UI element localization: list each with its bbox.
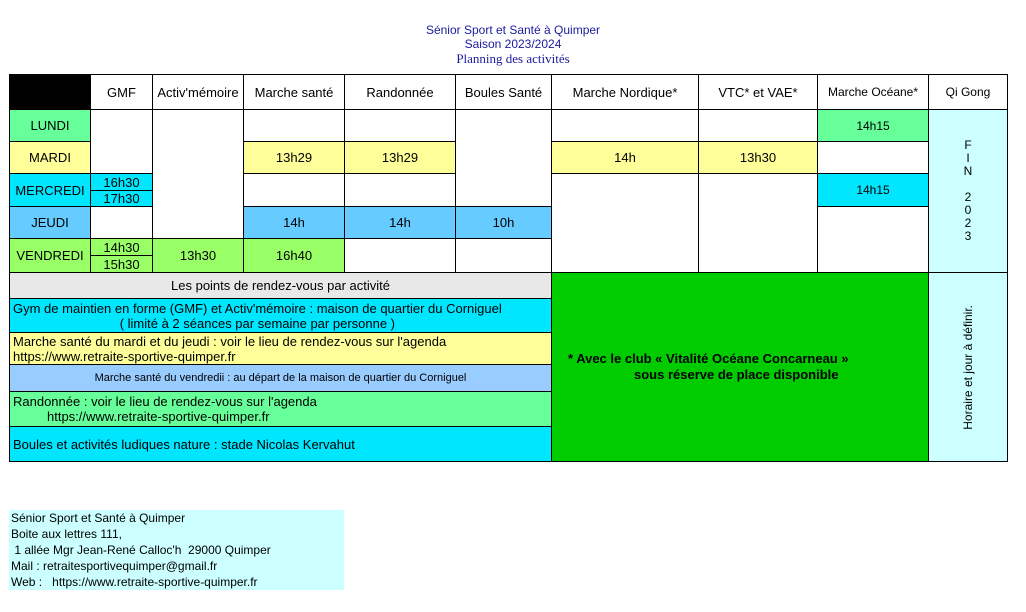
meeting-points-title: Les points de rendez-vous par activité [9,272,552,299]
meeting-boules: Boules et activités ludiques nature : stade Nicolas Kervahut [9,426,552,462]
horaire-note: Horaire et jour à définir. [961,304,975,430]
cell-jeudi-marche-sante: 14h [243,206,345,239]
cell-vendredi-marche-sante: 16h40 [243,238,345,273]
cell-lundi-marche-nordique [551,109,699,142]
meeting-marche-sante: Marche santé du mardi et du jeudi : voir le lieu de rendez-vous sur l'agenda https://www.retraite-sportive-quimper.fr [9,332,552,365]
contact-footer [9,510,344,590]
cell-qigong-fin-2023: F I N 2 0 2 3 [928,109,1008,273]
cell-jeudi-boules: 10h [455,206,552,239]
cell-vtc-empty [698,173,818,273]
cell-vendredi-randonnee [344,238,456,273]
cell-lundi-vtc [698,109,818,142]
table-corner [9,74,91,110]
footer-mail: Mail : retraitesportivequimper@gmail.fr [11,559,218,573]
cell-lundi-marche-oceane: 14h15 [817,109,929,142]
cell-vendredi-boules [455,238,552,273]
day-vendredi: VENDREDI [9,238,91,273]
cell-mardi-marche-oceane [817,141,929,174]
cell-mercredi-randonnee [344,173,456,207]
day-mardi: MARDI [9,141,91,174]
col-header-gmf: GMF [90,74,153,110]
cell-mardi-randonnee: 13h29 [344,141,456,174]
day-mercredi: MERCREDI [9,173,91,207]
mail-link[interactable]: retraitesportivequimper@gmail.fr [43,559,218,573]
cell-lundi-randonnee [344,109,456,142]
cell-boules-empty [455,109,552,207]
club-note: * Avec le club « Vitalité Océane Concarneau » sous réserve de place disponible [551,272,929,462]
col-header-randonnee: Randonnée [344,74,456,110]
org-title: Sénior Sport et Santé à Quimper [425,23,601,37]
cell-mardi-marche-sante: 13h29 [243,141,345,174]
planning-title: Planning des activités [456,51,570,66]
cell-mardi-vtc: 13h30 [698,141,818,174]
col-header-marche-sante: Marche santé [243,74,345,110]
cell-marche-oceane-empty [817,206,929,273]
meeting-randonnee: Randonnée : voir le lieu de rendez-vous sur l'agenda https://www.retraite-sportive-quimper.fr [9,391,552,427]
cell-vendredi-gmf-2: 15h30 [90,255,153,273]
cell-marche-nordique-empty [551,173,699,273]
footer-org: Sénior Sport et Santé à Quimper [11,511,186,525]
cell-lundi-gmf [90,109,153,174]
meeting-marche-vendredi: Marche santé du vendredii : au départ de la maison de quartier du Corniguel [9,364,552,392]
col-header-vtc-vae: VTC* et VAE* [698,74,818,110]
cell-mercredi-gmf-2: 17h30 [90,190,153,207]
cell-jeudi-randonnee: 14h [344,206,456,239]
cell-mardi-marche-nordique: 14h [551,141,699,174]
footer-address-1: Boite aux lettres 111, [11,527,122,541]
day-lundi: LUNDI [9,109,91,142]
day-jeudi: JEUDI [9,206,91,239]
season-title: Saison 2023/2024 [464,37,562,51]
cell-activ-memoire-empty [152,109,244,239]
horaire-note-cell [928,272,1008,462]
cell-lundi-marche-sante [243,109,345,142]
cell-mercredi-gmf-1: 16h30 [90,173,153,191]
cell-vendredi-activ-memoire: 13h30 [152,238,244,273]
cell-vendredi-gmf-1: 14h30 [90,238,153,256]
cell-jeudi-gmf [90,206,153,239]
col-header-boules-sante: Boules Santé [455,74,552,110]
col-header-activ-memoire: Activ'mémoire [152,74,244,110]
cell-mercredi-marche-oceane: 14h15 [817,173,929,207]
footer-address-2: 1 allée Mgr Jean-René Calloc'h 29000 Quimper [11,543,271,557]
cell-mercredi-marche-sante [243,173,345,207]
col-header-marche-oceane: Marche Océane* [817,74,929,110]
meeting-gmf: Gym de maintien en forme (GMF) et Activ'mémoire : maison de quartier du Corniguel ( limité à 2 séances par semaine par personne ) [9,298,552,333]
footer-web: Web : https://www.retraite-sportive-quimper.fr [11,575,258,589]
web-link[interactable]: https://www.retraite-sportive-quimper.fr [52,575,258,589]
col-header-marche-nordique: Marche Nordique* [551,74,699,110]
col-header-qi-gong: Qi Gong [928,74,1008,110]
